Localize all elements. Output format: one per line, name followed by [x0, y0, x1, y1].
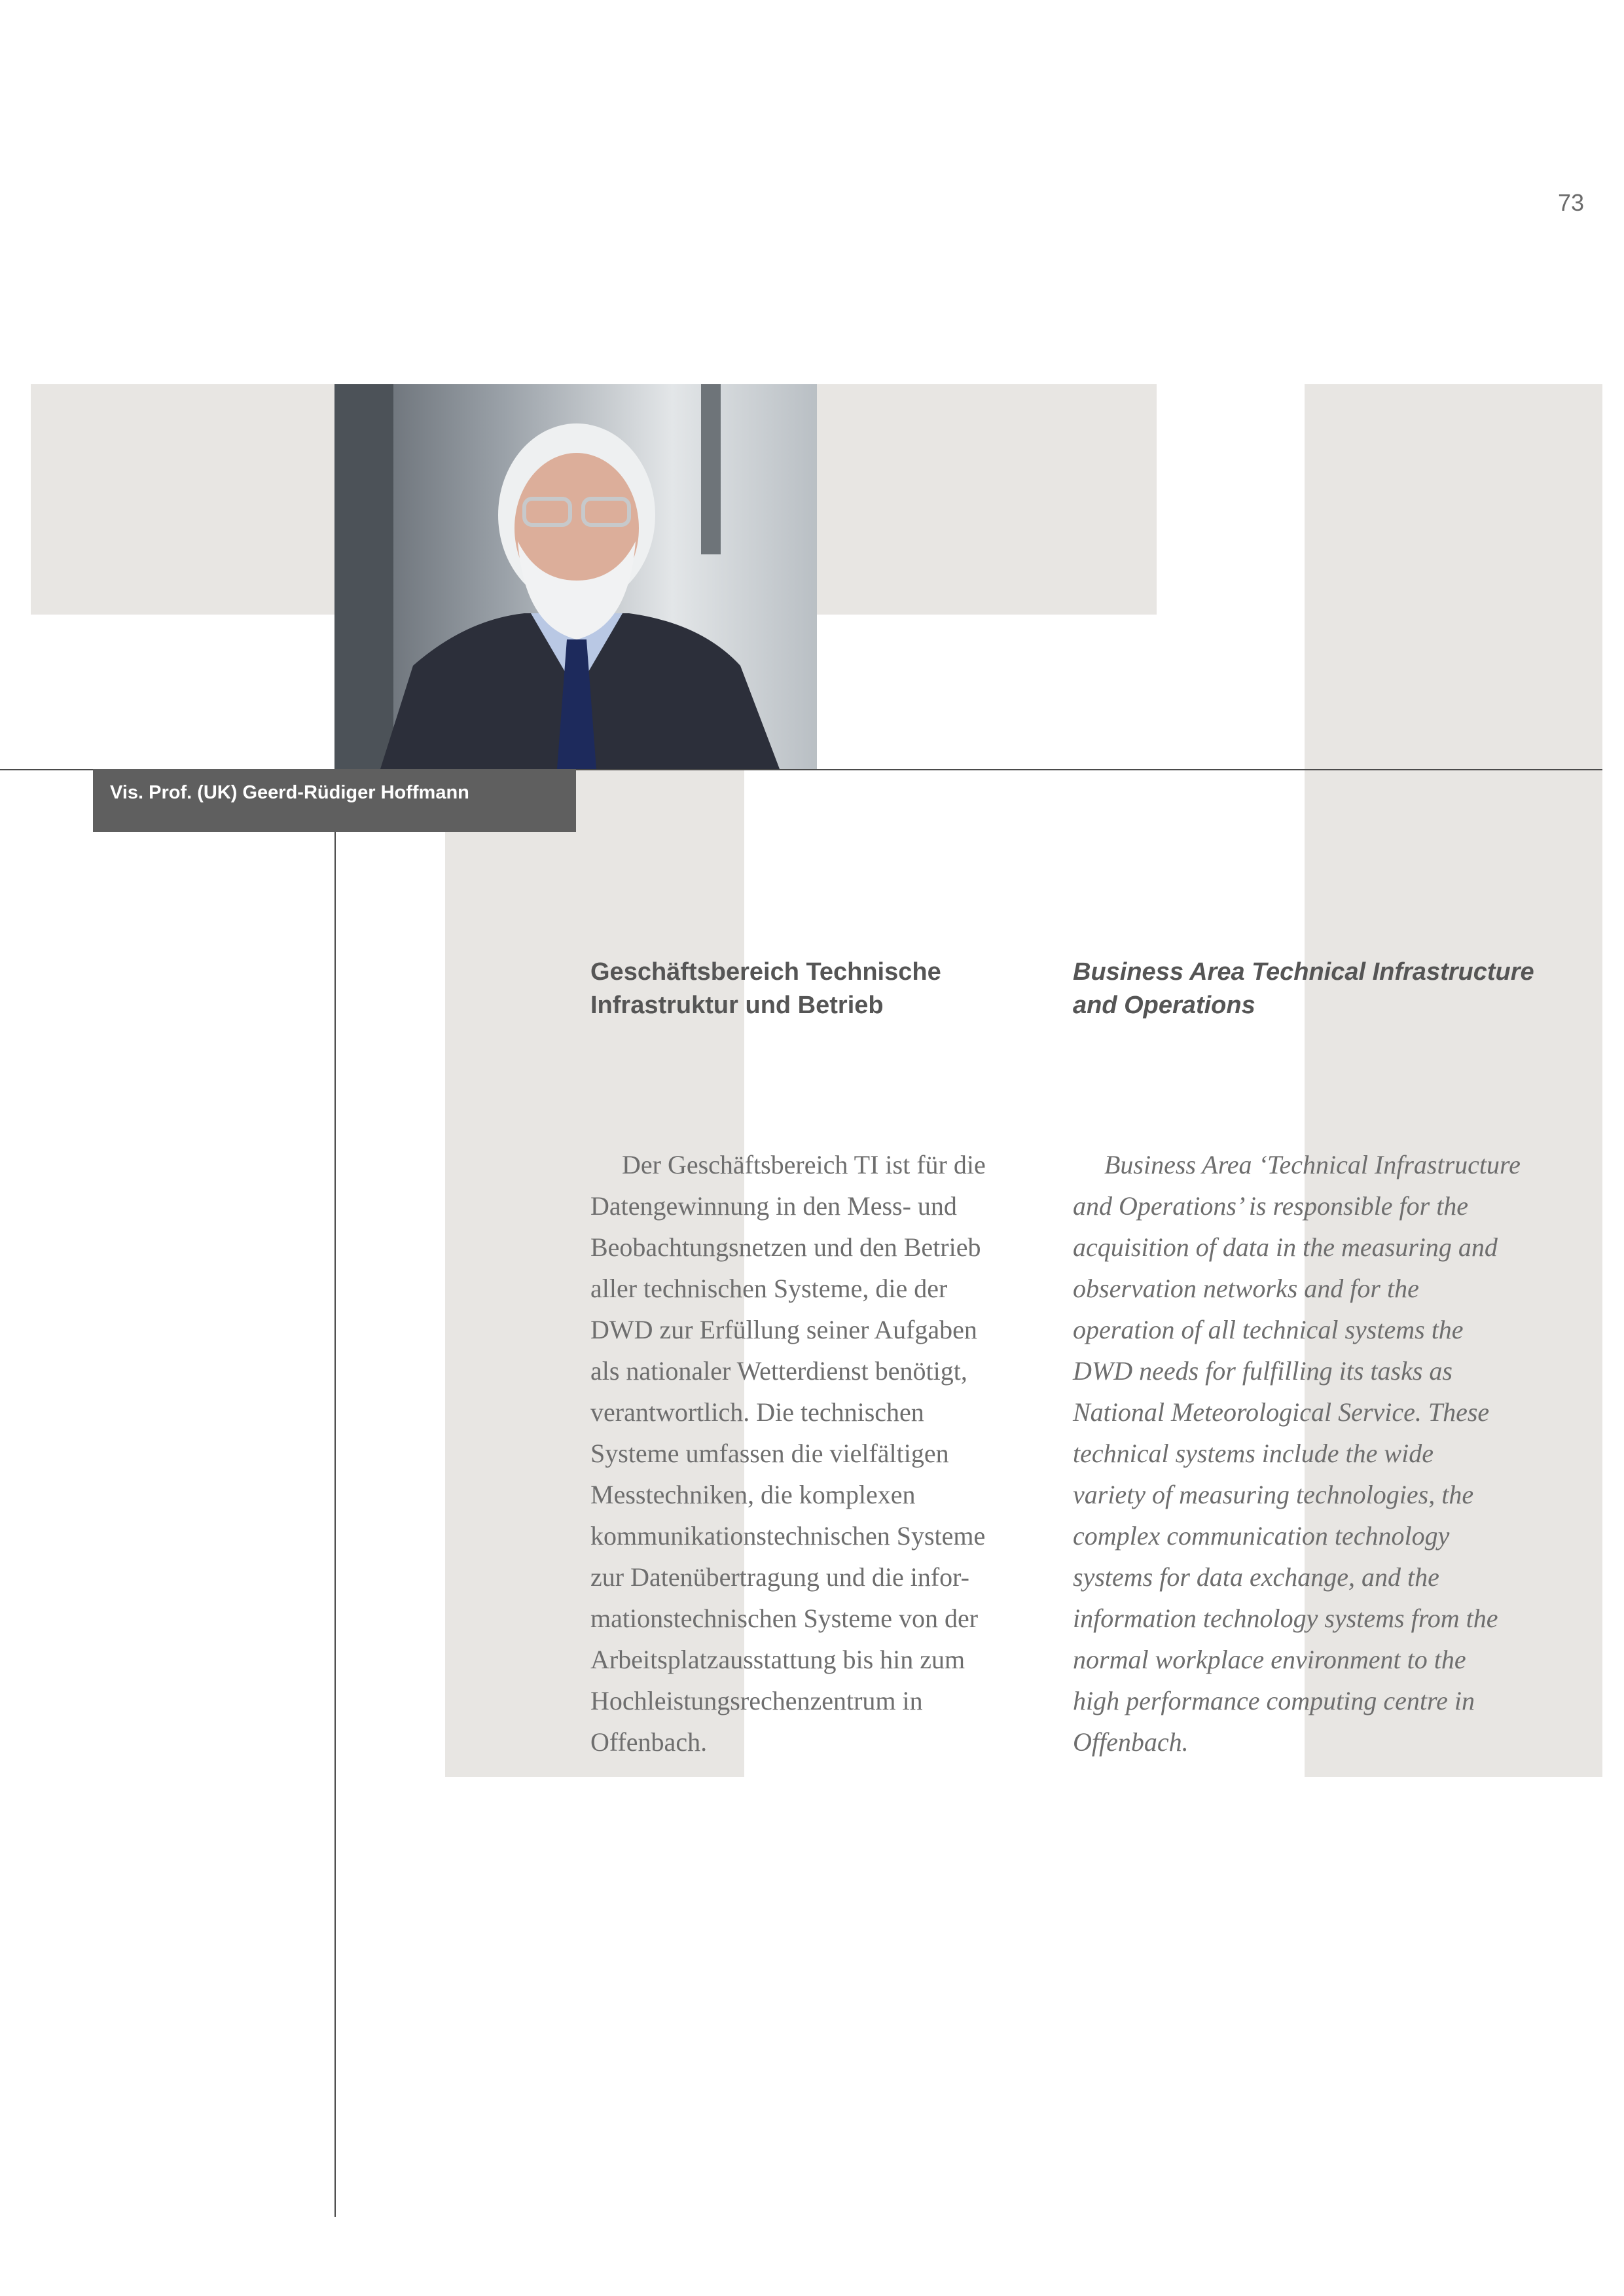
- english-text-line: Offenbach.: [1073, 1727, 1189, 1757]
- german-text-line: mationstechnischen Systeme von der: [590, 1604, 979, 1633]
- english-text-line: technical systems include the wide: [1073, 1439, 1434, 1468]
- german-text-line: zur Datenübertragung und die infor-: [590, 1562, 969, 1592]
- english-heading-line: Business Area Technical Infrastructure: [1073, 958, 1534, 986]
- english-text-line: Business Area ‘Technical Infrastructure: [1104, 1150, 1521, 1179]
- page-number: 73: [1557, 189, 1584, 216]
- english-text-line: acquisition of data in the measuring and: [1073, 1232, 1498, 1262]
- german-text-line: Beobachtungsnetzen und den Betrieb: [590, 1232, 981, 1262]
- german-text-line: Arbeitsplatzausstattung bis hin zum: [590, 1645, 965, 1674]
- german-text-line: Systeme umfassen die vielfältigen: [590, 1439, 949, 1468]
- english-text-line: high performance computing centre in: [1073, 1686, 1475, 1715]
- english-text-line: systems for data exchange, and the: [1073, 1562, 1439, 1592]
- german-text-line: Der Geschäftsbereich TI ist für die: [622, 1150, 986, 1179]
- vertical-rule: [334, 769, 336, 2217]
- english-heading-line: and Operations: [1073, 992, 1255, 1019]
- portrait-caption-bar: [93, 769, 576, 832]
- english-text-line: and Operations’ is responsible for the: [1073, 1191, 1469, 1221]
- english-heading: [1073, 956, 1544, 1022]
- english-text-line: information technology systems from the: [1073, 1604, 1498, 1633]
- german-heading-line: Geschäftsbereich Technische: [590, 958, 941, 986]
- english-text-line: observation networks and for the: [1073, 1274, 1419, 1303]
- german-heading: [590, 956, 1062, 1022]
- german-text-line: als nationaler Wetterdienst benötigt,: [590, 1356, 967, 1386]
- english-text-line: operation of all technical systems the: [1073, 1315, 1464, 1344]
- english-text-line: complex communication technology: [1073, 1521, 1450, 1551]
- english-text-line: DWD needs for fulfilling its tasks as: [1073, 1356, 1453, 1386]
- german-text-line: verantwortlich. Die technischen: [590, 1397, 924, 1427]
- german-text-line: kommunikationstechnischen Systeme: [590, 1521, 986, 1551]
- german-text-line: DWD zur Erfüllung seiner Aufgaben: [590, 1315, 977, 1344]
- portrait-caption: Vis. Prof. (UK) Geerd-Rüdiger Hoffmann: [110, 782, 469, 803]
- english-text-line: National Meteorological Service. These: [1073, 1397, 1490, 1427]
- german-text-line: Messtechniken, die komplexen: [590, 1480, 916, 1509]
- english-text-line: variety of measuring technologies, the: [1073, 1480, 1474, 1509]
- german-text-line: aller technischen Systeme, die der: [590, 1274, 948, 1303]
- portrait-photo: [334, 384, 817, 769]
- german-heading-line: Infrastruktur und Betrieb: [590, 992, 884, 1019]
- german-text-line: Datengewinnung in den Mess- und: [590, 1191, 957, 1221]
- english-body-text: [1073, 1144, 1521, 1763]
- english-text-line: normal workplace environment to the: [1073, 1645, 1466, 1674]
- german-body-text: [590, 1144, 986, 1763]
- german-text-line: Hochleistungsrechenzentrum in: [590, 1686, 923, 1715]
- german-text-line: Offenbach.: [590, 1727, 708, 1757]
